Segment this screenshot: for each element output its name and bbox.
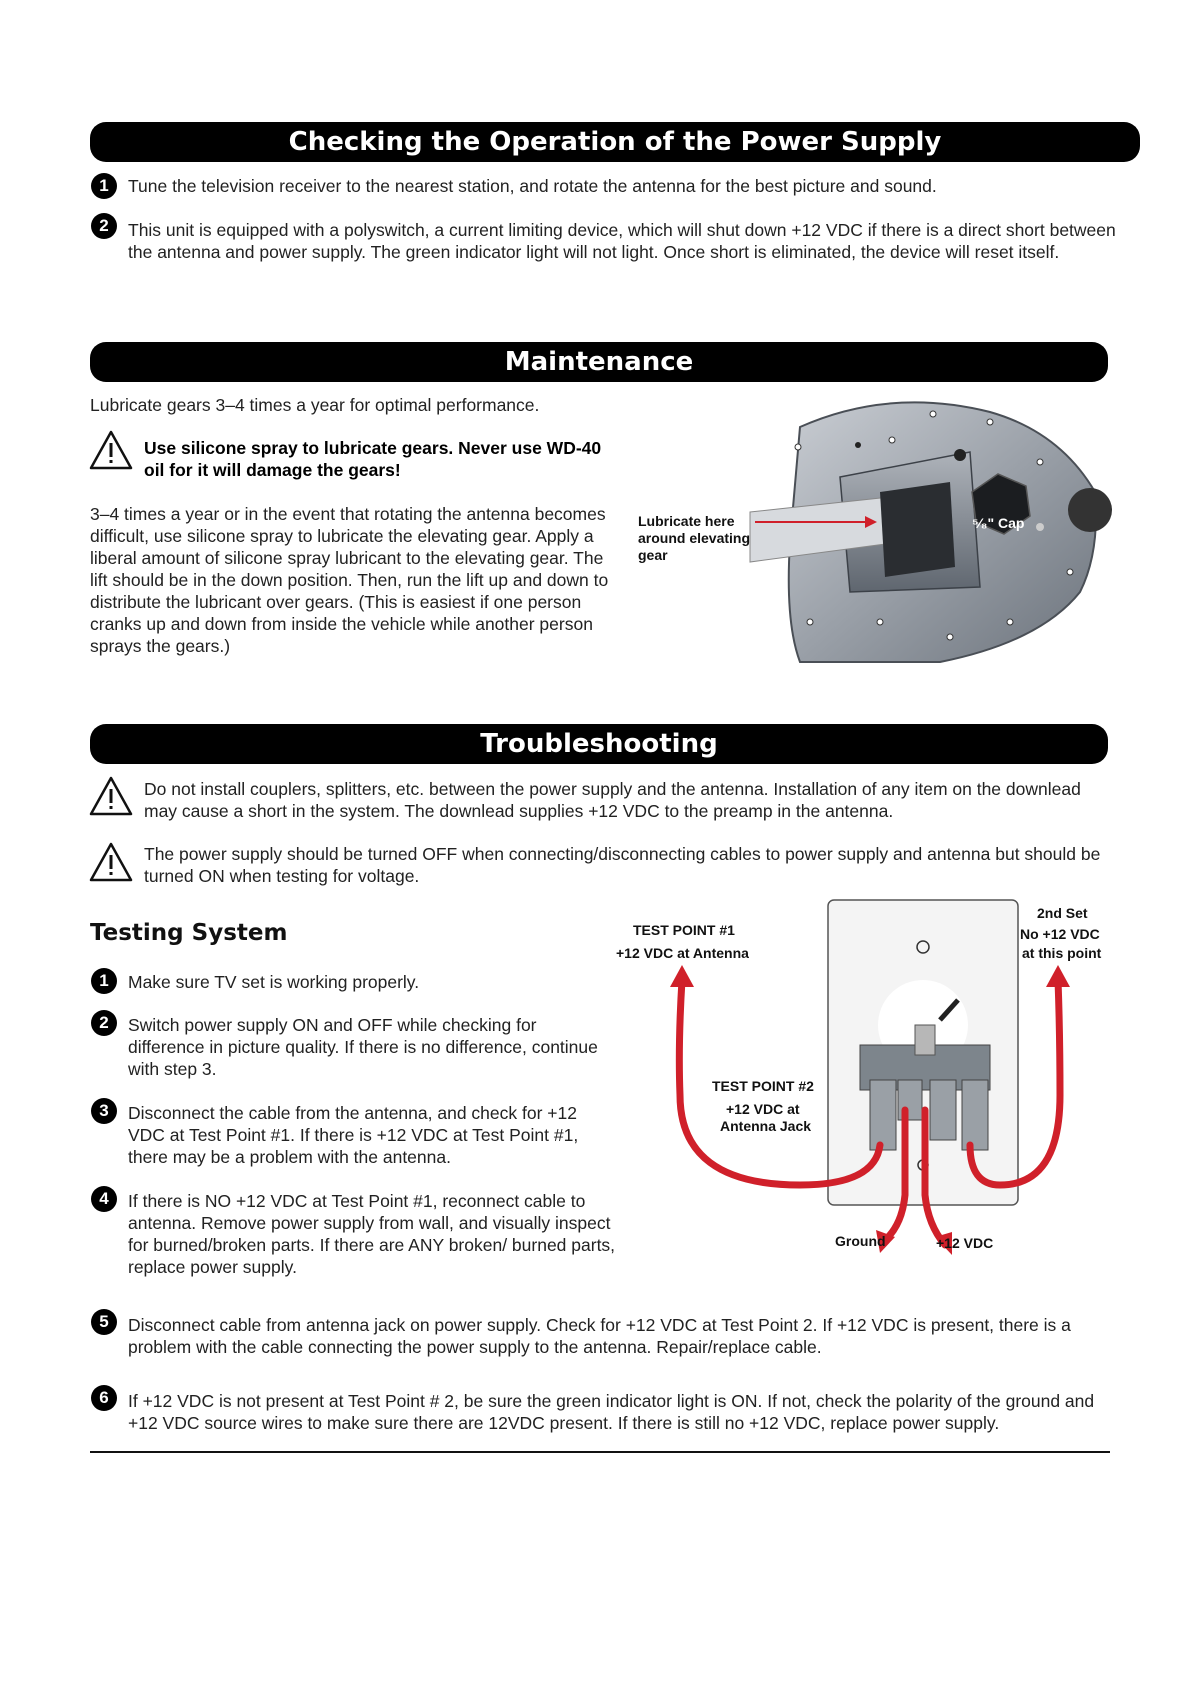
- section-title-power-supply: Checking the Operation of the Power Supply: [90, 122, 1140, 162]
- second-set-line2: No +12 VDC: [1020, 926, 1100, 942]
- step-text: Disconnect cable from antenna jack on power supply. Check for +12 VDC at Test Point 2. If +12 VDC is present, there is a problem with the cable connecting the power supply to the antenna. Repair/replace cable.: [128, 1315, 1071, 1357]
- maintenance-warning: Use silicone spray to lubricate gears. Never use WD-40 oil for it will damage the gears!: [144, 438, 602, 480]
- step-text: Switch power supply ON and OFF while checking for difference in picture quality. If there is no difference, continue with step 3.: [128, 1015, 598, 1079]
- warning-icon: [89, 842, 133, 882]
- step-number: 5: [91, 1309, 117, 1335]
- step-text: If there is NO +12 VDC at Test Point #1, reconnect cable to antenna. Remove power supply from wall, and visually inspect for burned/broken parts. If there are ANY broken/ burned parts, replace power supply.: [128, 1191, 616, 1277]
- step-number: 1: [91, 968, 117, 994]
- maintenance-body: 3–4 times a year or in the event that rotating the antenna becomes difficult, use silicone spray to lubricate the elevating gear. Apply a liberal amount of silicone spray lubricant to the elevating gear. The lift should be in the down position. Then, run the lift up and down to distribute the lubricant over gears. (This is easiest if one person cranks up and down from inside the vehicle while another person sprays the gears.): [90, 504, 609, 656]
- step-text: This unit is equipped with a polyswitch, a current limiting device, which will shut down +12 VDC if there is a direct short between the antenna and power supply. The green indicator light will not light. Once short is eliminated, the device will reset itself.: [128, 220, 1116, 262]
- step-number: 1: [91, 173, 117, 199]
- step-number: 6: [91, 1385, 117, 1411]
- step-number: 2: [91, 213, 117, 239]
- section-title-maintenance: Maintenance: [90, 342, 1108, 382]
- warning-icon: [89, 430, 133, 470]
- test-point-2-sub2: Antenna Jack: [720, 1118, 812, 1134]
- testing-system-heading: Testing System: [90, 920, 288, 946]
- warning-icon: [89, 776, 133, 816]
- second-set-line3: at this point: [1022, 945, 1102, 961]
- step-text: Disconnect the cable from the antenna, and check for +12 VDC at Test Point #1. If there is +12 VDC at Test Point #1, there may be a problem with the antenna.: [128, 1103, 579, 1167]
- troubleshooting-warning: Do not install couplers, splitters, etc. between the power supply and the antenna. Installation of any item on the downlead may cause a short in the system. The downlead supplies +12 VDC to the preamp in the antenna.: [144, 779, 1081, 821]
- step-text: If +12 VDC is not present at Test Point # 2, be sure the green indicator light is ON. If not, check the polarity of the ground and +12 VDC source wires to make sure there are 12VDC present. If there is still no +12 VDC, replace power supply.: [128, 1391, 1095, 1433]
- vdc-label: +12 VDC: [936, 1235, 994, 1251]
- step-text: Tune the television receiver to the nearest station, and rotate the antenna for the best picture and sound.: [128, 176, 937, 196]
- section-title-troubleshooting: Troubleshooting: [90, 724, 1108, 764]
- cap-label: ⁵⁄₈" Cap: [972, 515, 1025, 531]
- step-number: 2: [91, 1010, 117, 1036]
- step-text: Make sure TV set is working properly.: [128, 972, 420, 992]
- step-number: 3: [91, 1098, 117, 1124]
- test-point-1-title: TEST POINT #1: [633, 922, 735, 938]
- lubricate-callout: Lubricate here around elevating gear: [638, 513, 751, 563]
- maintenance-intro: Lubricate gears 3–4 times a year for optimal performance.: [90, 395, 540, 415]
- troubleshooting-warning: The power supply should be turned OFF when connecting/disconnecting cables to power supply and antenna but should be turned ON when testing for voltage.: [144, 844, 1101, 886]
- test-point-2-sub1: +12 VDC at: [726, 1101, 800, 1117]
- step-number: 4: [91, 1186, 117, 1212]
- gear-housing-illustration: [740, 392, 1115, 667]
- ground-label: Ground: [835, 1233, 886, 1249]
- test-point-1-sub: +12 VDC at Antenna: [616, 945, 749, 961]
- test-point-2-title: TEST POINT #2: [712, 1078, 814, 1094]
- bottom-divider: [90, 1451, 1110, 1453]
- second-set-line1: 2nd Set: [1037, 905, 1088, 921]
